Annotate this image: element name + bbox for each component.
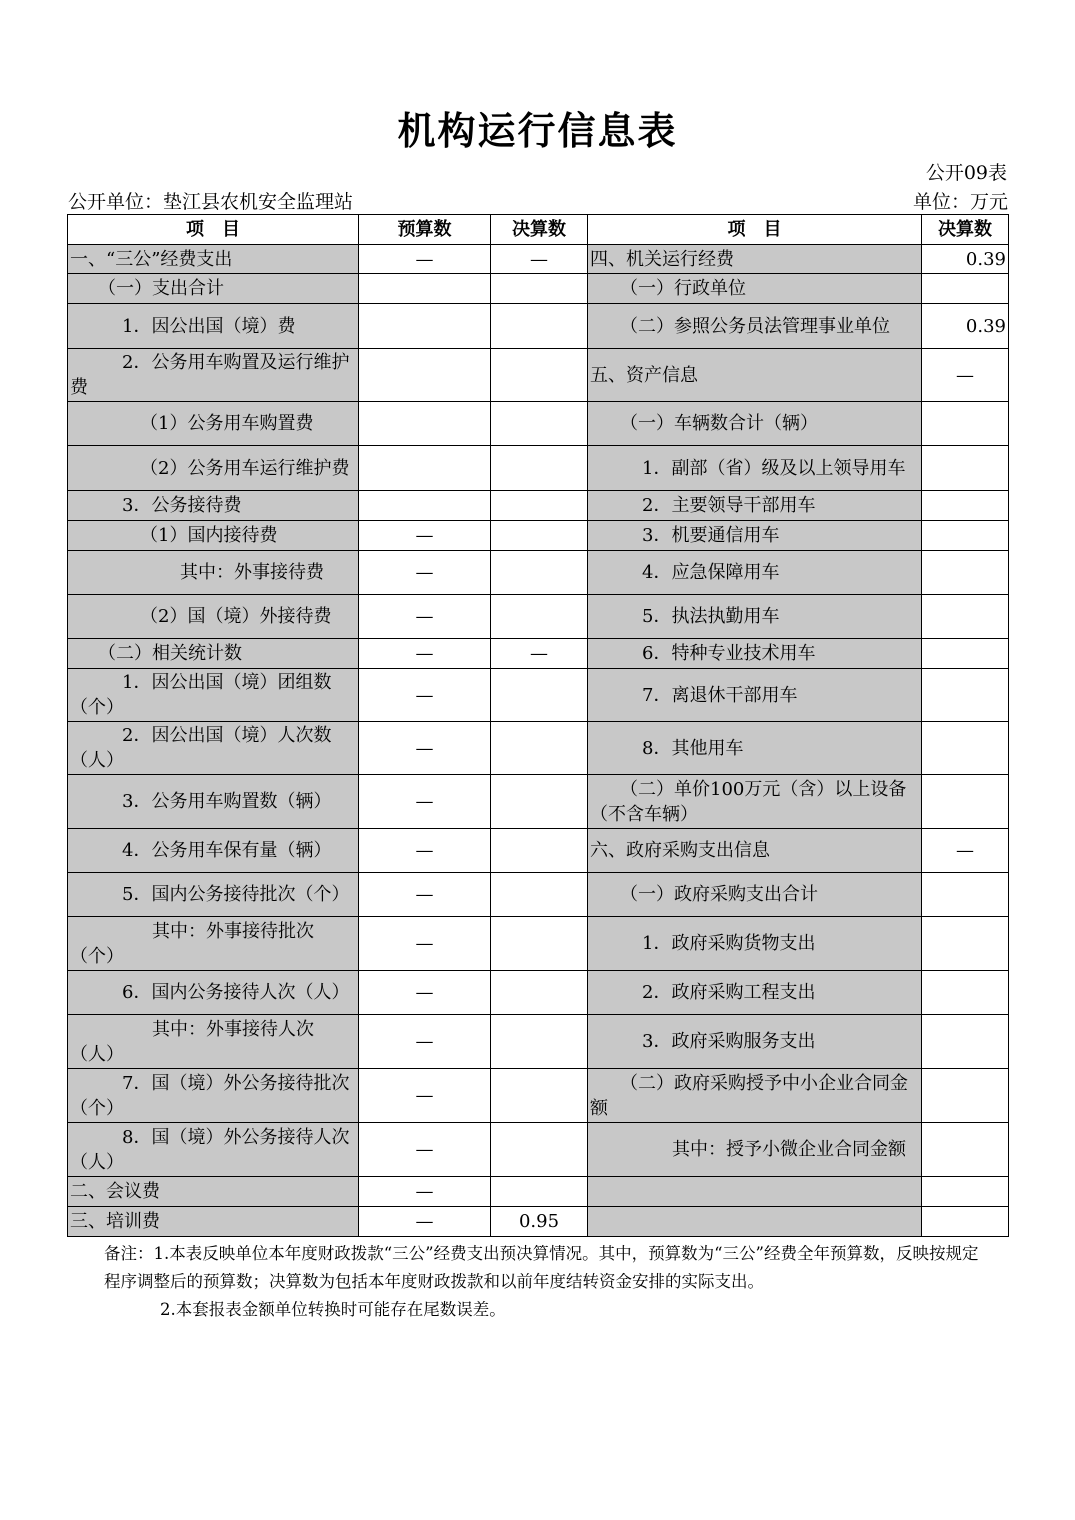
right-final-value (922, 1207, 1009, 1237)
table-row (68, 521, 1009, 551)
budget-value (359, 402, 491, 446)
right-final-value (922, 639, 1009, 669)
budget-value: — (359, 669, 491, 722)
right-final-value: — (922, 829, 1009, 873)
table-row (68, 349, 1009, 402)
table-row (68, 917, 1009, 971)
right-final-value (922, 274, 1009, 304)
left-item: 2．因公出国（境）人次数（人） (68, 722, 359, 775)
left-item: 1．因公出国（境）团组数（个） (68, 669, 359, 722)
table-row (68, 1207, 1009, 1237)
left-item: 3．公务用车购置数（辆） (68, 775, 359, 829)
notes (104, 1240, 984, 1324)
currency-unit: 单位：万元 (912, 191, 1008, 213)
right-final-value (922, 775, 1009, 829)
right-item: 2．政府采购工程支出 (588, 971, 922, 1015)
right-item: 4．应急保障用车 (588, 551, 922, 595)
budget-value (359, 349, 491, 402)
right-item: 7．离退休干部用车 (588, 669, 922, 722)
right-final-value (922, 873, 1009, 917)
table-header-row (68, 215, 1009, 245)
header-item-right: 项 目 (588, 215, 922, 245)
right-final-value (922, 722, 1009, 775)
right-item (588, 1207, 922, 1237)
table-row (68, 873, 1009, 917)
budget-value: — (359, 639, 491, 669)
final-value (491, 446, 588, 491)
right-final-value: — (922, 349, 1009, 402)
right-item: （二）单价100万元（含）以上设备（不含车辆） (588, 775, 922, 829)
left-item: 三、培训费 (68, 1207, 359, 1237)
table-row (68, 1123, 1009, 1177)
budget-value: — (359, 1069, 491, 1123)
left-item: （1）国内接待费 (68, 521, 359, 551)
right-item: 五、资产信息 (588, 349, 922, 402)
final-value (491, 669, 588, 722)
final-value (491, 1123, 588, 1177)
right-final-value (922, 1177, 1009, 1207)
header-item: 项 目 (68, 215, 359, 245)
right-final-value (922, 1069, 1009, 1123)
right-final-value: 0.39 (922, 304, 1009, 349)
left-item: 其中：外事接待人次（人） (68, 1015, 359, 1069)
form-number: 公开09表 (925, 162, 1007, 184)
right-item: 3．政府采购服务支出 (588, 1015, 922, 1069)
right-item (588, 1177, 922, 1207)
header-final-right: 决算数 (922, 215, 1009, 245)
right-item: 5．执法执勤用车 (588, 595, 922, 639)
budget-value: — (359, 775, 491, 829)
table-row (68, 639, 1009, 669)
table-row (68, 1015, 1009, 1069)
left-item: 7．国（境）外公务接待批次（个） (68, 1069, 359, 1123)
left-item: 8．国（境）外公务接待人次（人） (68, 1123, 359, 1177)
final-value (491, 402, 588, 446)
left-item: 1．因公出国（境）费 (68, 304, 359, 349)
budget-value: — (359, 1207, 491, 1237)
right-item: 其中：授予小微企业合同金额 (588, 1123, 922, 1177)
right-final-value (922, 491, 1009, 521)
table-row (68, 829, 1009, 873)
final-value (491, 722, 588, 775)
right-item: （二）参照公务员法管理事业单位 (588, 304, 922, 349)
right-item: 1．副部（省）级及以上领导用车 (588, 446, 922, 491)
right-final-value (922, 669, 1009, 722)
table-row (68, 722, 1009, 775)
final-value (491, 873, 588, 917)
final-value (491, 274, 588, 304)
final-value (491, 551, 588, 595)
table-row (68, 551, 1009, 595)
table-row (68, 304, 1009, 349)
table-row (68, 1069, 1009, 1123)
right-item: 6．特种专业技术用车 (588, 639, 922, 669)
budget-value: — (359, 971, 491, 1015)
final-value (491, 775, 588, 829)
right-final-value (922, 917, 1009, 971)
header-final: 决算数 (491, 215, 588, 245)
right-final-value (922, 595, 1009, 639)
left-item: （二）相关统计数 (68, 639, 359, 669)
right-item: 1．政府采购货物支出 (588, 917, 922, 971)
right-item: （一）行政单位 (588, 274, 922, 304)
right-item: 六、政府采购支出信息 (588, 829, 922, 873)
budget-value: — (359, 829, 491, 873)
page-title: 机构运行信息表 (397, 108, 678, 153)
table-row (68, 245, 1009, 274)
budget-value (359, 304, 491, 349)
left-item: 其中：外事接待批次（个） (68, 917, 359, 971)
left-item: （一）支出合计 (68, 274, 359, 304)
table-row (68, 1177, 1009, 1207)
left-item: （2）国（境）外接待费 (68, 595, 359, 639)
final-value (491, 521, 588, 551)
final-value (491, 971, 588, 1015)
final-value (491, 349, 588, 402)
budget-value (359, 491, 491, 521)
right-item: 2．主要领导干部用车 (588, 491, 922, 521)
left-item: 3．公务接待费 (68, 491, 359, 521)
note-1: 备注：1.本表反映单位本年度财政拨款“三公”经费支出预决算情况。其中，预算数为“三公”经费全年预算数，反映按规定程序调整后的预算数；决算数为包括本年度财政拨款和以前年度结转资金安排的实际支出。 (104, 1244, 979, 1291)
right-final-value (922, 1123, 1009, 1177)
table-row (68, 274, 1009, 304)
right-item: 四、机关运行经费 (588, 245, 922, 274)
final-value (491, 491, 588, 521)
left-item: 2．公务用车购置及运行维护费 (68, 349, 359, 402)
final-value (491, 917, 588, 971)
budget-value: — (359, 521, 491, 551)
left-item: 二、会议费 (68, 1177, 359, 1207)
right-item: 8．其他用车 (588, 722, 922, 775)
left-item: 一、“三公”经费支出 (68, 245, 359, 274)
final-value: 0.95 (491, 1207, 588, 1237)
header-budget: 预算数 (359, 215, 491, 245)
final-value (491, 304, 588, 349)
budget-value: — (359, 917, 491, 971)
right-item: 3．机要通信用车 (588, 521, 922, 551)
left-item: 4．公务用车保有量（辆） (68, 829, 359, 873)
left-item: 其中：外事接待费 (68, 551, 359, 595)
right-item: （一）车辆数合计（辆） (588, 402, 922, 446)
final-value (491, 1069, 588, 1123)
final-value: — (491, 245, 588, 274)
table-row (68, 595, 1009, 639)
right-final-value (922, 521, 1009, 551)
final-value (491, 829, 588, 873)
budget-value: — (359, 595, 491, 639)
table-row (68, 446, 1009, 491)
left-item: （2）公务用车运行维护费 (68, 446, 359, 491)
right-final-value: 0.39 (922, 245, 1009, 274)
info-table (67, 214, 1009, 1237)
budget-value: — (359, 1015, 491, 1069)
table-row (68, 402, 1009, 446)
right-final-value (922, 402, 1009, 446)
reporting-unit: 公开单位：垫江县农机安全监理站 (68, 191, 354, 213)
final-value (491, 1015, 588, 1069)
right-final-value (922, 551, 1009, 595)
budget-value: — (359, 245, 491, 274)
right-final-value (922, 446, 1009, 491)
final-value: — (491, 639, 588, 669)
table-row (68, 669, 1009, 722)
final-value (491, 1177, 588, 1207)
table-row (68, 491, 1009, 521)
right-item: （一）政府采购支出合计 (588, 873, 922, 917)
right-item: （二）政府采购授予中小企业合同金额 (588, 1069, 922, 1123)
budget-value (359, 274, 491, 304)
right-final-value (922, 971, 1009, 1015)
budget-value: — (359, 1123, 491, 1177)
budget-value: — (359, 722, 491, 775)
right-final-value (922, 1015, 1009, 1069)
left-item: （1）公务用车购置费 (68, 402, 359, 446)
budget-value (359, 446, 491, 491)
final-value (491, 595, 588, 639)
budget-value: — (359, 1177, 491, 1207)
left-item: 6．国内公务接待人次（人） (68, 971, 359, 1015)
budget-value: — (359, 551, 491, 595)
table-row (68, 971, 1009, 1015)
note-2: 2.本套报表金额单位转换时可能存在尾数误差。 (160, 1300, 506, 1319)
table-row (68, 775, 1009, 829)
budget-value: — (359, 873, 491, 917)
left-item: 5．国内公务接待批次（个） (68, 873, 359, 917)
